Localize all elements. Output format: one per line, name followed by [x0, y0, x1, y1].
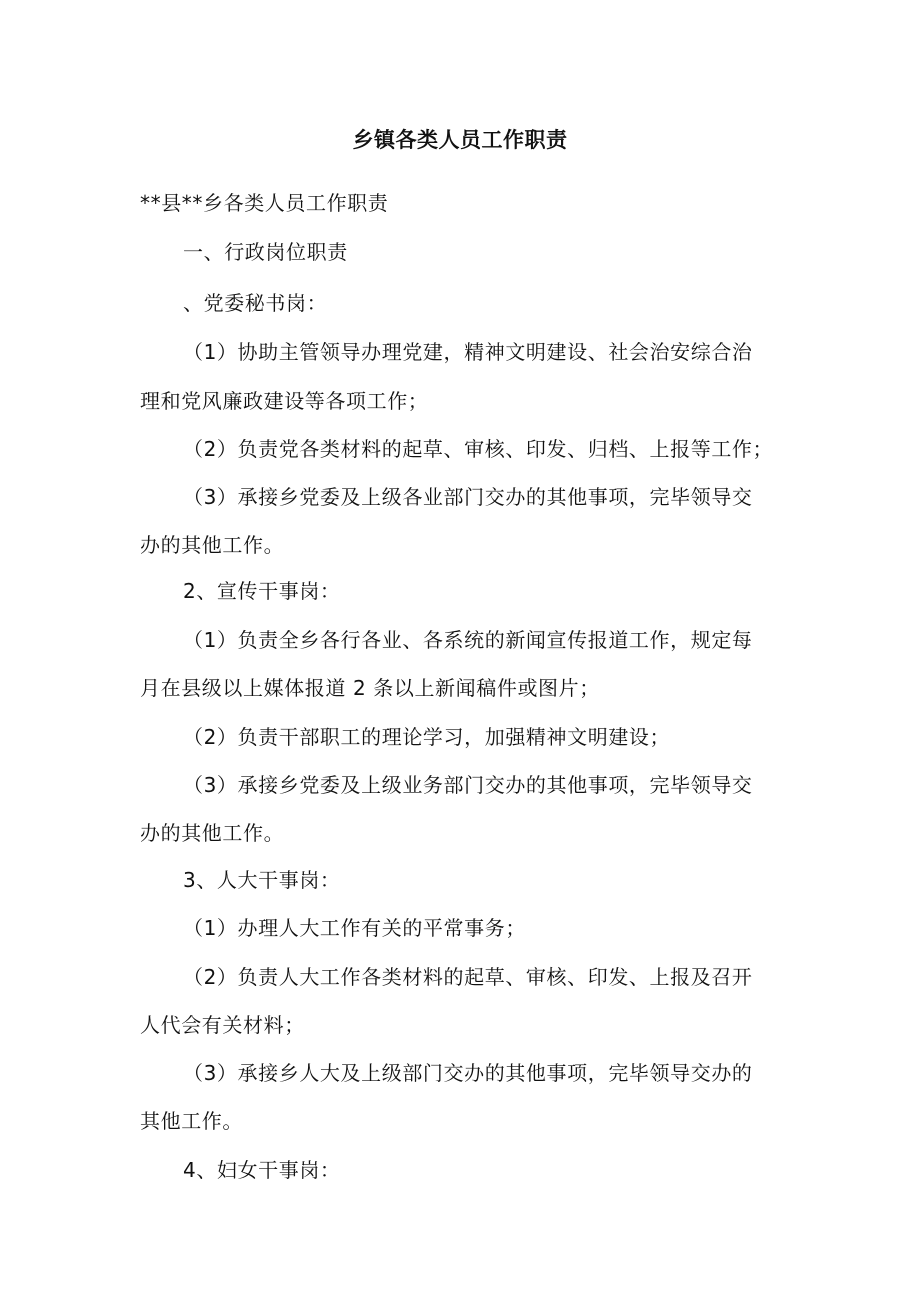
duty-line: 其他工作。 [140, 1109, 243, 1133]
duty-line: （2）负责人大工作各类材料的起草、审核、印发、上报及召开 [183, 965, 753, 989]
position-heading: 3、人大干事岗： [183, 868, 341, 892]
duty-line: （1）负责全乡各行各业、各系统的新闻宣传报道工作，规定每 [183, 628, 753, 652]
duty-line: （2）负责党各类材料的起草、审核、印发、归档、上报等工作； [183, 437, 774, 461]
duty-line: 办的其他工作。 [140, 533, 285, 557]
duty-line: （3）承接乡人大及上级部门交办的其他事项，完毕领导交办的 [183, 1061, 753, 1085]
duty-line: （2）负责干部职工的理论学习，加强精神文明建设； [183, 725, 671, 749]
duty-line: （3）承接乡党委及上级业务部门交办的其他事项，完毕领导交 [183, 773, 753, 797]
document-title: 乡镇各类人员工作职责 [352, 128, 568, 152]
duty-line: 人代会有关材料； [140, 1013, 305, 1037]
position-heading: 4、妇女干事岗： [183, 1158, 341, 1182]
duty-line: 办的其他工作。 [140, 821, 285, 845]
duty-line: （1）办理人大工作有关的平常事务； [183, 916, 526, 940]
position-heading: 2、宣传干事岗： [183, 579, 341, 603]
document-subtitle: **县**乡各类人员工作职责 [140, 191, 389, 215]
duty-line: （3）承接乡党委及上级各业部门交办的其他事项，完毕领导交 [183, 485, 753, 509]
duty-line: （1）协助主管领导办理党建，精神文明建设、社会治安综合治 [183, 340, 753, 364]
duty-line: 月在县级以上媒体报道 2 条以上新闻稿件或图片； [140, 676, 600, 700]
position-heading: 、党委秘书岗： [183, 291, 328, 315]
section-heading: 一、行政岗位职责 [183, 240, 348, 264]
duty-line: 理和党风廉政建设等各项工作； [140, 389, 429, 413]
